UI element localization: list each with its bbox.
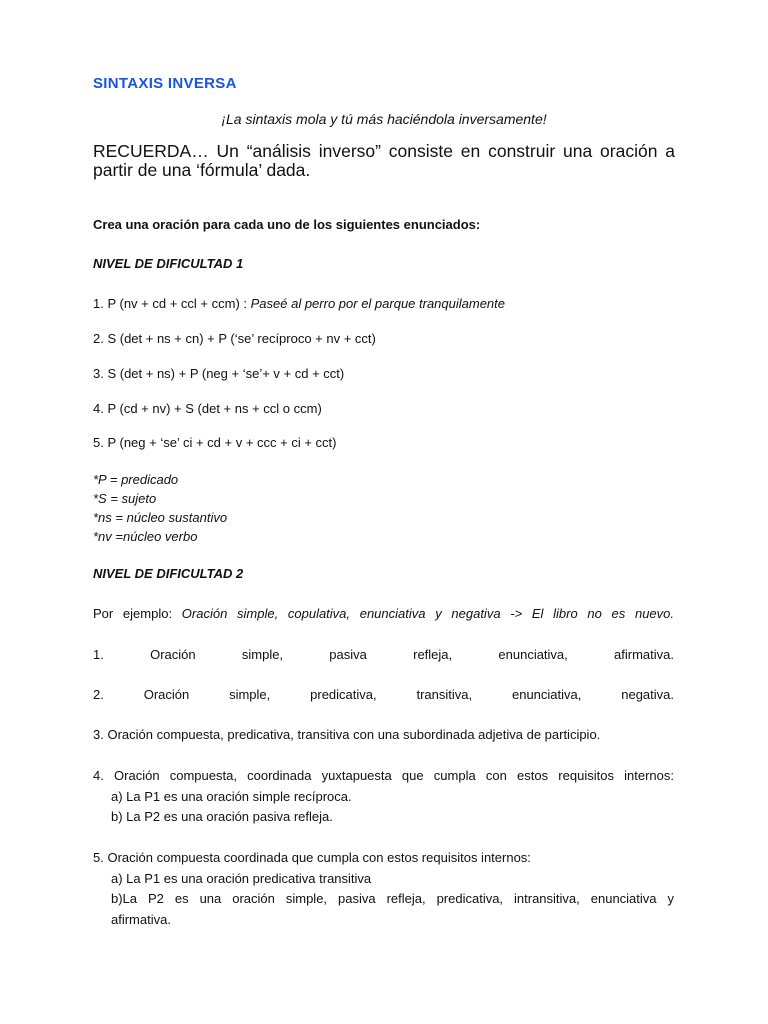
level2-item-3: 3. Oración compuesta, predicativa, transitiva con una subordinada adjetiva de participio. [93,727,601,742]
level2-item-5: 5. Oración compuesta coordinada que cumpla con estos requisitos internos: [93,850,531,865]
note-nucleo-sustantivo: *ns = núcleo sustantivo [93,510,228,525]
level1-item-4: 4. P (cd + nv) + S (det + ns + ccl o ccm) [93,401,322,416]
level2-example [93,606,674,621]
level1-item-5: 5. P (neg + ‘se’ ci + cd + v + ccc + ci + cct) [93,435,337,450]
instruction: Crea una oración para cada uno de los siguientes enunciados: [93,217,481,232]
level2-item-5b-continued: afirmativa. [111,912,171,927]
abbreviation-notes [93,470,227,546]
level2-item-5a: a) La P1 es una oración predicativa transitiva [111,871,372,886]
note-sujeto: *S = sujeto [93,491,157,506]
level1-item-2: 2. S (det + ns + cn) + P (‘se’ recíproco + nv + cct) [93,331,376,346]
level2-item-2: 2. Oración simple, predicativa, transitiva, enunciativa, negativa. [93,687,674,702]
level1-heading: NIVEL DE DIFICULTAD 1 [93,256,244,271]
note-nucleo-verbo: *nv =núcleo verbo [93,529,198,544]
level2-item-1: 1. Oración simple, pasiva refleja, enunciativa, afirmativa. [93,647,674,662]
item1-formula: 1. P (nv + cd + ccl + ccm) : [93,296,251,311]
note-predicado: *P = predicado [93,472,179,487]
item1-example: Paseé al perro por el parque tranquilamente [250,296,506,311]
document-title: SINTAXIS INVERSA [93,75,237,92]
level2-item-4b: b) La P2 es una oración pasiva refleja. [111,809,333,824]
level2-item-5b: b)La P2 es una oración simple, pasiva refleja, predicativa, intransitiva, enunciativa y [111,891,674,906]
example-text: Oración simple, copulativa, enunciativa y negativa -> El libro no es nuevo. [181,606,675,621]
recuerda-paragraph: RECUERDA… Un “análisis inverso” consiste en construir una oración a partir de una ‘fórmula’ dada. [93,141,675,180]
tagline: ¡La sintaxis mola y tú más haciéndola inversamente! [221,111,547,127]
example-prefix: Por ejemplo: [93,606,182,621]
level2-heading: NIVEL DE DIFICULTAD 2 [93,566,244,581]
level1-item-3: 3. S (det + ns) + P (neg + ‘se’+ v + cd + cct) [93,366,345,381]
level1-item-1 [93,296,505,311]
level2-item-4a: a) La P1 es una oración simple recíproca. [111,789,352,804]
level2-item-4: 4. Oración compuesta, coordinada yuxtapuesta que cumpla con estos requisitos internos: [93,768,674,783]
